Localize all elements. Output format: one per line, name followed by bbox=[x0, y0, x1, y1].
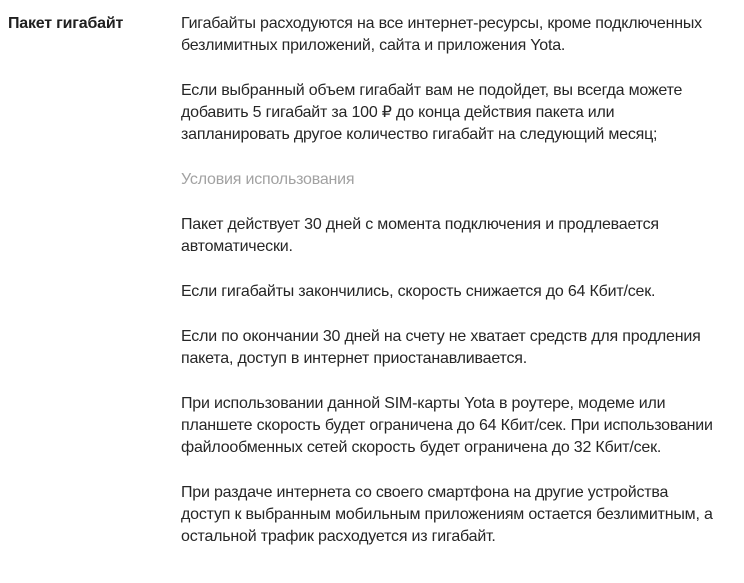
paragraph-sim-usage-limits: При использовании данной SIM-карты Yota в роутере, модеме или планшете скорость будет ограничена до 64 Кбит/сек. При использовании файлообменных сетей скорость будет ограничена до 32 Кбит/сек. bbox=[181, 395, 713, 456]
paragraph-tethering: При раздаче интернета со своего смартфона на другие устройства доступ к выбранным мобильным приложениям остается безлимитным, а остальной трафик расходуется из гигабайт. bbox=[181, 484, 713, 545]
section-content-column bbox=[181, 13, 721, 571]
paragraph-gigabytes-usage: Гигабайты расходуются на все интернет-ресурсы, кроме подключенных безлимитных приложений, сайта и приложения Yota. bbox=[181, 15, 702, 54]
terms-subheading: Условия использования bbox=[181, 171, 355, 188]
section-label-column bbox=[8, 13, 181, 35]
paragraph-speed-reduction: Если гигабайты закончились, скорость снижается до 64 Кбит/сек. bbox=[181, 283, 656, 300]
section-heading: Пакет гигабайт bbox=[8, 15, 124, 32]
paragraph-insufficient-funds: Если по окончании 30 дней на счету не хватает средств для продления пакета, доступ в интернет приостанавливается. bbox=[181, 328, 701, 367]
paragraph-add-gigabytes: Если выбранный объем гигабайт вам не подойдет, вы всегда можете добавить 5 гигабайт за 100 ₽ до конца действия пакета или запланировать другое количество гигабайт на следующий месяц; bbox=[181, 82, 683, 143]
paragraph-package-duration: Пакет действует 30 дней с момента подключения и продлевается автоматически. bbox=[181, 216, 659, 255]
